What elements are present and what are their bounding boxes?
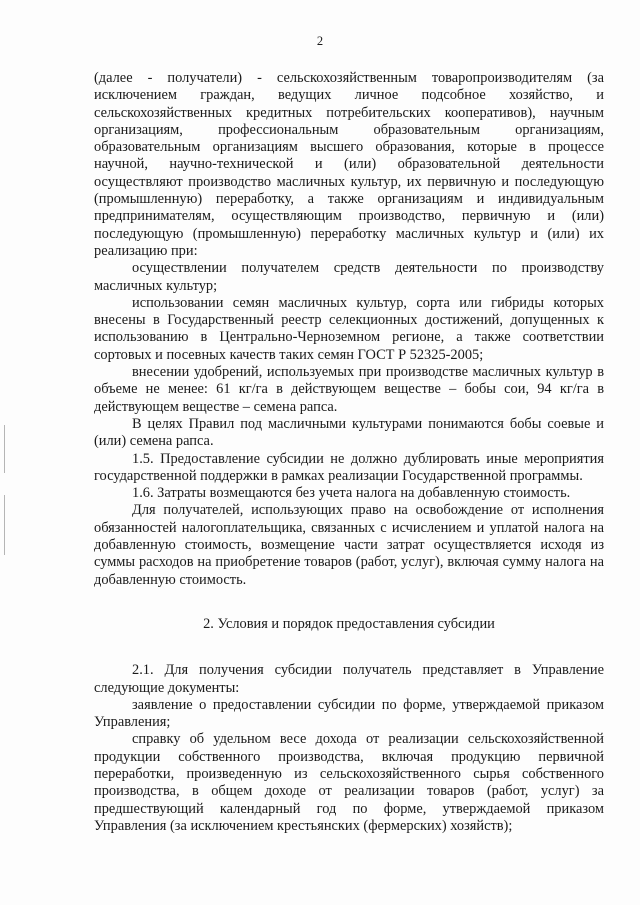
section-heading: 2. Условия и порядок предоставления субсидии [203,615,495,632]
paragraph-vat-exemption: Для получателей, использующих право на освобождение от исполнения обязанностей налогоплательщика, связанных с исчислением и уплатой налога на добавленную стоимость, возмещение части затрат осуществляется исходя из суммы расходов на приобретение товаров (работ, услуг), включая сумму налога на добавленную стоимость. [94,502,604,588]
paragraph-condition-fertilizers: внесении удобрений, используемых при производстве масличных культур в объеме не менее: 61 кг/га в действующем веществе – бобы сои, 94 кг/га в действующем веществе – семена рапса. [94,364,604,415]
paragraph-clause-2-1: 2.1. Для получения субсидии получатель представляет в Управление следующие документы: [94,662,604,696]
paragraph-recipients: (далее - получатели) - сельскохозяйственным товаропроизводителям (за исключением граждан, ведущих личное подсобное хозяйство, и сельскохозяйственных кредитных потребительских кооперативов), научным организациям, профессиональным образовательным организациям, образовательным организациям высшего образования, которые в процессе научной, научно-технической и (или) образовательной деятельности осуществляют производство масличных культур, их первичную и последующую (промышленную) переработку, а также организациям и индивидуальным предпринимателям, осуществляющим производство, первичную и (или) последующую (промышленную) переработку масличных культур и (или) их реализацию при: [94,70,604,259]
scan-margin-mark [4,495,5,555]
paragraph-clause-1-5: 1.5. Предоставление субсидии не должно дублировать иные мероприятия государственной поддержки в рамках реализации Государственной программы. [94,450,604,484]
paragraph-condition-seeds: использовании семян масличных культур, сорта или гибриды которых внесены в Государственный реестр селекционных достижений, допущенных к использованию в Центрально-Черноземном регионе, а также соответствии сортовых и посевных качеств таких семян ГОСТ Р 52325-2005; [94,294,604,363]
scan-margin-mark [4,425,5,473]
paragraph-income-certificate: справку об удельном весе дохода от реализации сельскохозяйственной продукции собственного производства, включая продукцию первичной переработки, произведенную из сельскохозяйственного сырья собственного производства, в общем доходе от реализации товаров (работ, услуг) за предшествующий календарный год по форме, утверждаемой приказом Управления (за исключением крестьянских (фермерских) хозяйств); [94,731,604,834]
page-number: 2 [316,34,324,48]
document-body [94,70,604,835]
paragraph-application-form: заявление о предоставлении субсидии по форме, утверждаемой приказом Управления; [94,696,604,731]
paragraph-condition-activity: осуществлении получателем средств деятельности по производству масличных культур; [94,260,604,294]
paragraph-clause-1-6: 1.6. Затраты возмещаются без учета налога на добавленную стоимость. [132,485,571,502]
paragraph-oilseed-definition: В целях Правил под масличными культурами понимаются бобы соевые и (или) семена рапса. [94,415,604,450]
